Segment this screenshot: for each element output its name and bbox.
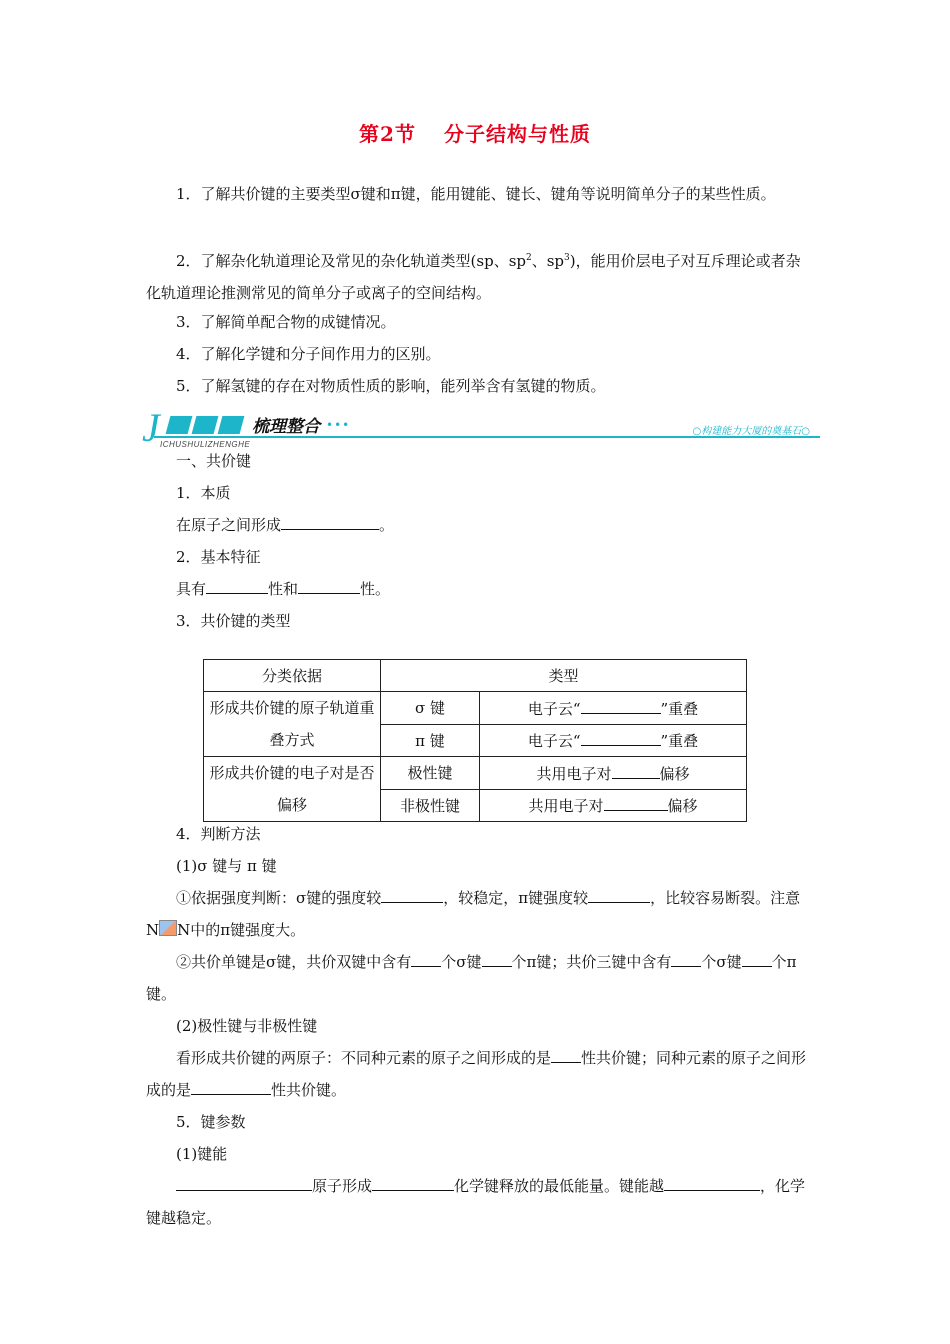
table-row: [204, 660, 747, 692]
table-cell: 非极性键: [381, 789, 480, 822]
fill-blank: [604, 794, 668, 811]
fill-blank: [176, 1174, 312, 1191]
strength-paragraph: ①依据强度判断：σ键的强度较 ，较稳定，π键强度较 ，比较容易断裂。注意N N中的π键强度大。: [146, 882, 808, 946]
polarity-paragraph: 看形成共价键的两原子：不同种元素的原子之间形成的是 性共价键；同种元素的原子之间形成的是 性共价键。: [146, 1042, 808, 1106]
features-text: 具有 性和 性。: [176, 573, 838, 605]
fill-blank: [482, 950, 512, 967]
heading-types: 3．共价键的类型: [176, 612, 291, 630]
section-number: 第2节: [359, 122, 416, 146]
fill-blank: [281, 513, 379, 530]
fill-blank: [612, 762, 660, 779]
table-cell: 形成共价键的电子对是否偏移: [204, 757, 381, 822]
heading-polarity: (2)极性键与非极性键: [176, 1017, 318, 1035]
table-cell: 电子云“ ”重叠: [480, 692, 747, 725]
banner-dots: •••: [326, 418, 351, 432]
banner-block: [166, 416, 193, 434]
table-header: 类型: [381, 660, 747, 692]
fill-blank: [588, 886, 650, 903]
table-cell: σ 键: [381, 692, 480, 725]
heading-essence: 1．本质: [176, 484, 231, 502]
page-title: [0, 118, 950, 147]
fill-blank: [206, 577, 268, 594]
bond-count-paragraph: ②共价单键是σ键，共价双键中含有 个σ键 个π键；共价三键中含有 个σ键 个π键。: [146, 946, 808, 1010]
table-cell: π 键: [381, 724, 480, 757]
objective-3: 3．了解简单配合物的成键情况。: [176, 313, 396, 331]
fill-blank: [671, 950, 701, 967]
table-cell: 电子云“ ”重叠: [480, 724, 747, 757]
triple-bond-icon: [159, 920, 177, 936]
table-row: [204, 692, 747, 725]
banner-block: [218, 416, 245, 434]
section-name: 分子结构与性质: [443, 122, 591, 146]
fill-blank: [581, 729, 661, 746]
banner-pinyin: ICHUSHULIZHENGHE: [160, 440, 251, 449]
heading-sigma-pi: (1)σ 键与 π 键: [176, 857, 277, 875]
heading-features: 2．基本特征: [176, 548, 261, 566]
fill-blank: [551, 1046, 581, 1063]
banner-block: [192, 416, 219, 434]
heading-judgment: 4．判断方法: [176, 825, 261, 843]
heading-bond-energy: (1)键能: [176, 1145, 228, 1163]
heading-bond-parameters: 5．键参数: [176, 1113, 246, 1131]
objective-1: 1．了解共价键的主要类型σ键和π键，能用键能、键长、键角等说明简单分子的某些性质。: [176, 185, 776, 203]
table-row: [204, 757, 747, 790]
table-cell: 形成共价键的原子轨道重叠方式: [204, 692, 381, 757]
objective-5: 5．了解氢键的存在对物质性质的影响，能列举含有氢键的物质。: [176, 377, 606, 395]
fill-blank: [372, 1174, 454, 1191]
bond-energy-paragraph: 原子形成 化学键释放的最低能量。键能越 ，化学键越稳定。: [146, 1170, 808, 1234]
fill-blank: [581, 697, 661, 714]
banner-slogan: ○构建能力大厦的奠基石○: [692, 426, 810, 437]
fill-blank: [411, 950, 441, 967]
essence-text: 在原子之间形成 。: [176, 509, 838, 541]
fill-blank: [381, 886, 443, 903]
fill-blank: [742, 950, 772, 967]
fill-blank: [664, 1174, 760, 1191]
objective-2: 2．了解杂化轨道理论及常见的杂化轨道类型(sp、$sp^2$、$sp^3$)，能用价层电子对互斥理论或者杂化轨道理论推测常见的简单分子或离子的空间结构。: [146, 252, 801, 302]
fill-blank: [191, 1078, 271, 1095]
objective-4: 4．了解化学键和分子间作用力的区别。: [176, 345, 441, 363]
table-cell: 极性键: [381, 757, 480, 790]
table-cell: 共用电子对 偏移: [480, 789, 747, 822]
table-cell: 共用电子对 偏移: [480, 757, 747, 790]
banner-letter: J: [142, 405, 160, 450]
heading-covalent-bond: 一、共价键: [176, 452, 252, 470]
banner-heading: 梳理整合: [252, 417, 320, 437]
table-header: 分类依据: [204, 660, 381, 692]
bond-type-table: [203, 659, 747, 822]
fill-blank: [298, 577, 360, 594]
